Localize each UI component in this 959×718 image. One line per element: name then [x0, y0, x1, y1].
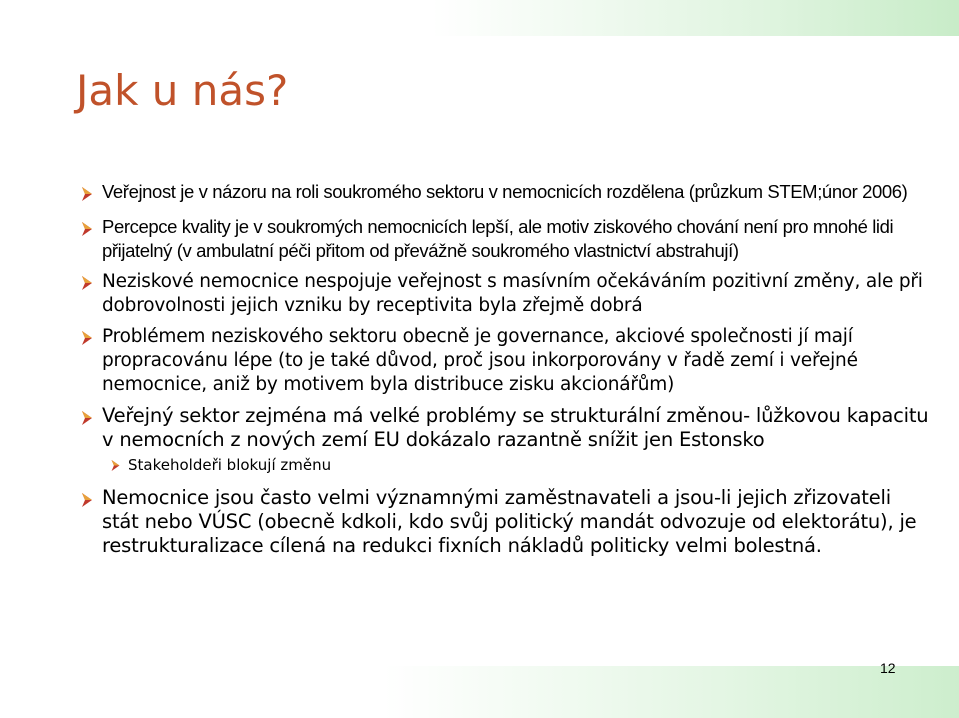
- bullet-item: [80, 325, 930, 397]
- bullet-item: [80, 180, 930, 208]
- arrow-bullet-icon: [80, 325, 102, 353]
- page-number: 12: [880, 660, 896, 676]
- sub-bullet-text: Stakeholdeři blokují změnu: [128, 456, 332, 474]
- bullet-item: [80, 215, 930, 263]
- bullet-list: [80, 180, 930, 565]
- bullet-text: Veřejnost je v názoru na roli soukromého sektoru v nemocnicích rozdělena (průzkum STEM;únor 2006): [102, 181, 908, 202]
- bottom-decorative-band: [0, 666, 959, 718]
- arrow-bullet-icon: [80, 180, 102, 208]
- arrow-bullet-icon: [80, 404, 102, 432]
- bullet-item: [80, 486, 930, 558]
- bullet-item: [80, 404, 930, 452]
- arrow-bullet-icon: [80, 270, 102, 298]
- arrow-bullet-icon: [80, 486, 102, 514]
- bullet-text: Neziskové nemocnice nespojuje veřejnost s masívním očekáváním pozitivní změny, ale při dobrovolnosti jejich vzniku by receptivita byla zřejmě dobrá: [102, 271, 923, 316]
- bullet-text: Veřejný sektor zejména má velké problémy se strukturální změnou- lůžkovou kapacitu v nemocních z nových zemí EU dokázalo razantně snížit jen Estonsko: [102, 404, 929, 451]
- bullet-text: Problémem neziskového sektoru obecně je governance, akciové společnosti jí mají propracovánu lépe (to je také důvod, proč jsou inkorporovány v řadě zemí i veřejné nemocnice, aniž by motivem byla distribuce zisku akcionářům): [102, 326, 858, 395]
- arrow-bullet-icon: [80, 215, 102, 243]
- bullet-item: [80, 270, 930, 318]
- sub-bullet-item: [110, 455, 930, 477]
- bullet-text: Nemocnice jsou často velmi významnými zaměstnavateli a jsou-li jejich zřizovateli stát nebo VÚSC (obecně kdkoli, kdo svůj politický mandát odvozuje od elektorátu), je restrukturalizace cílená na redukci fixních nákladů politicky velmi bolestná.: [102, 486, 917, 557]
- top-decorative-band: [0, 0, 959, 36]
- arrow-bullet-icon: [110, 455, 128, 477]
- bullet-text: Percepce kvality je v soukromých nemocnicích lepší, ale motiv ziskového chování není pro mnohé lidi přijatelný (v ambulatní péči přitom od převážně soukromého vlastnictví abstrahují): [102, 216, 894, 261]
- slide-title: Jak u nás?: [76, 66, 289, 115]
